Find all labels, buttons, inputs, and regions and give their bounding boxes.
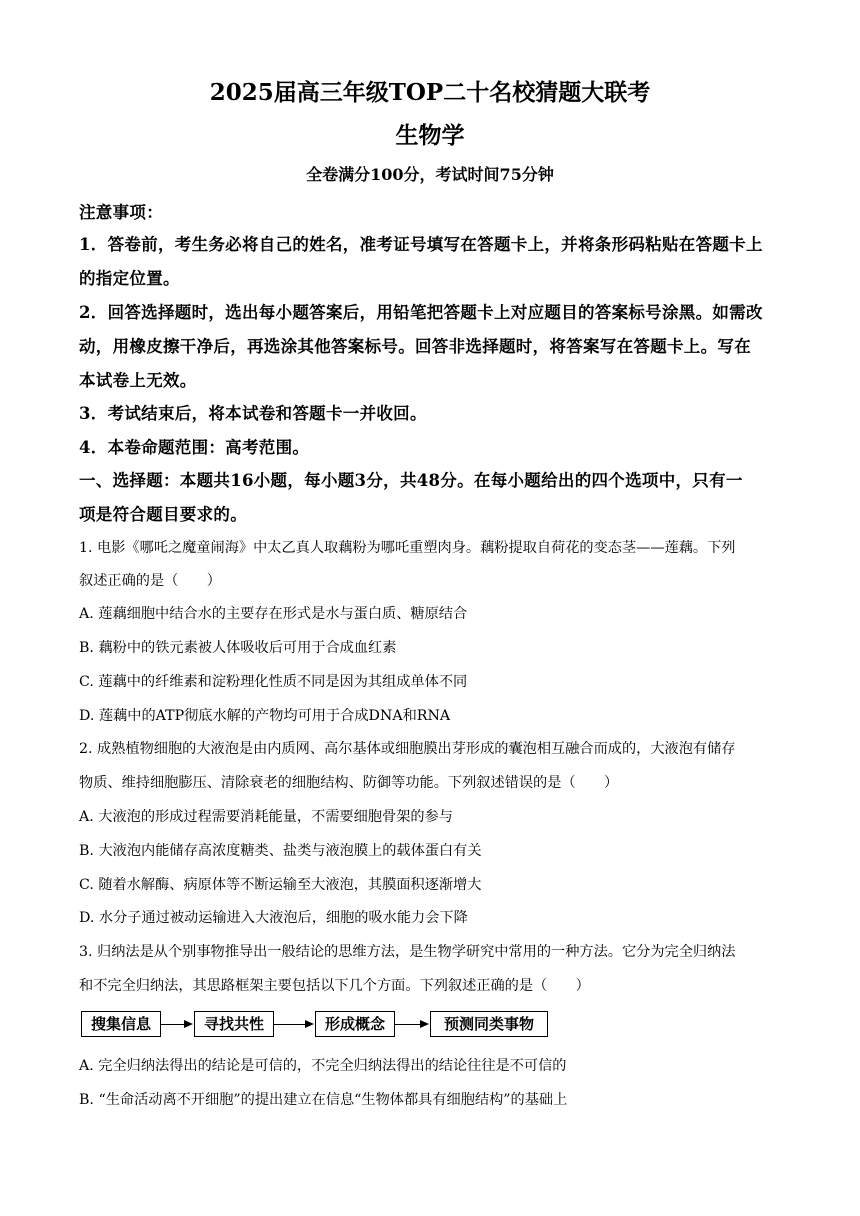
question-2-option-c: C. 随着水解酶、病原体等不断运输至大液泡，其膜面积逐渐增大 — [79, 877, 482, 893]
flow-box-predict: 预测同类事物 — [430, 1011, 548, 1037]
question-1-option-c: C. 莲藕中的纤维素和淀粉理化性质不同是因为其组成单体不同 — [79, 674, 468, 690]
question-1-stem: 1. 电影《哪吒之魔童闹海》中太乙真人取藕粉为哪吒重塑肉身。藕粉提取自荷花的变态茎——莲藕。下列 — [79, 540, 736, 556]
question-2-option-d: D. 水分子通过被动运输进入大液泡后，细胞的吸水能力会下降 — [79, 910, 468, 926]
exam-title: 2025届高三年级TOP二十名校猜题大联考 — [209, 79, 651, 106]
question-3-option-a: A. 完全归纳法得出的结论是可信的，不完全归纳法得出的结论往往是不可信的 — [79, 1058, 567, 1074]
notice-line: 3．考试结束后，将本试卷和答题卡一并收回。 — [79, 404, 427, 423]
question-1-option-b: B. 藕粉中的铁元素被人体吸收后可用于合成血红素 — [79, 640, 397, 656]
exam-info: 全卷满分100分，考试时间75分钟 — [306, 165, 554, 184]
question-1-stem: 叙述正确的是（ ） — [79, 573, 221, 589]
question-2-option-a: A. 大液泡的形成过程需要消耗能量，不需要细胞骨架的参与 — [79, 809, 453, 825]
question-2-stem: 物质、维持细胞膨压、清除衰老的细胞结构、防御等功能。下列叙述错误的是（ ） — [79, 775, 619, 791]
question-2-option-b: B. 大液泡内能储存高浓度糖类、盐类与液泡膜上的载体蛋白有关 — [79, 843, 482, 859]
flow-box-form-concept: 形成概念 — [315, 1011, 395, 1037]
question-3-stem: 和不完全归纳法，其思路框架主要包括以下几个方面。下列叙述正确的是（ ） — [79, 978, 590, 994]
flow-box-collect-info: 搜集信息 — [81, 1011, 161, 1037]
section-heading: 一、选择题：本题共16小题，每小题3分，共48分。在每小题给出的四个选项中，只有一 — [79, 471, 743, 490]
notice-line: 本试卷上无效。 — [79, 371, 197, 390]
flow-arrow-icon — [395, 1024, 427, 1025]
notice-line: 4．本卷命题范围：高考范围。 — [79, 438, 310, 457]
question-1-option-a: A. 莲藕细胞中结合水的主要存在形式是水与蛋白质、糖原结合 — [79, 606, 468, 622]
flow-arrow-icon — [274, 1024, 312, 1025]
question-3-stem: 3. 归纳法是从个别事物推导出一般结论的思维方法，是生物学研究中常用的一种方法。它分为完全归纳法 — [79, 944, 736, 960]
question-3-option-b: B. “生命活动离不开细胞”的提出建立在信息“生物体都具有细胞结构”的基础上 — [79, 1092, 568, 1108]
flow-box-find-common: 寻找共性 — [194, 1011, 274, 1037]
question-2-stem: 2. 成熟植物细胞的大液泡是由内质网、高尔基体或细胞膜出芽形成的囊泡相互融合而成的，大液泡有储存 — [79, 741, 736, 757]
notice-line: 的指定位置。 — [79, 269, 180, 288]
section-heading: 项是符合题目要求的。 — [79, 505, 247, 524]
notice-line: 2．回答选择题时，选出每小题答案后，用铅笔把答题卡上对应题目的答案标号涂黑。如需改 — [79, 303, 763, 322]
notice-heading: 注意事项： — [79, 203, 163, 222]
notice-line: 1．答卷前，考生务必将自己的姓名，准考证号填写在答题卡上，并将条形码粘贴在答题卡上 — [79, 235, 763, 254]
subject-title: 生物学 — [395, 122, 465, 149]
flow-arrow-icon — [161, 1024, 191, 1025]
induction-flow-diagram — [81, 1011, 561, 1039]
question-1-option-d: D. 莲藕中的ATP彻底水解的产物均可用于合成DNA和RNA — [79, 708, 451, 724]
notice-line: 动，用橡皮擦干净后，再选涂其他答案标号。回答非选择题时，将答案写在答题卡上。写在 — [79, 337, 751, 356]
